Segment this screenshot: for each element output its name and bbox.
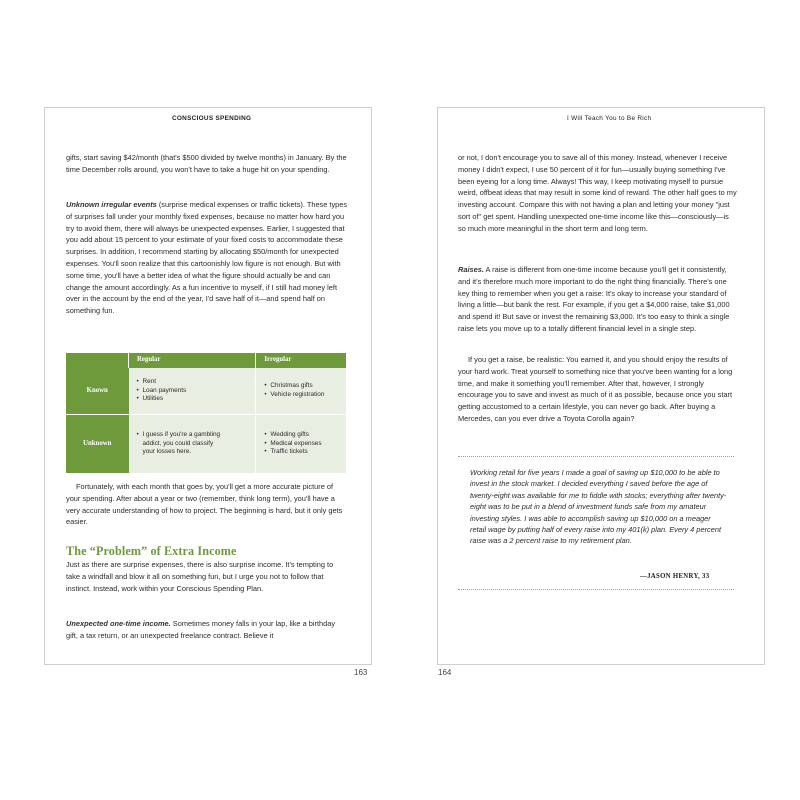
running-head-left: CONSCIOUS SPENDING — [172, 115, 252, 122]
running-head-right: I Will Teach You to Be Rich — [567, 115, 652, 122]
left-para-1: gifts, start saving $42/month (that's $500 divided by twelve months) in January. By the time December rolls around, you won't have to take a huge hit on your spending. — [66, 153, 347, 174]
left-para-3: Fortunately, with each month that goes by, you'll get a more accurate picture of your spending. After about a year or two (remember, think long term), you'll have a very accurate understanding of how to project. The beginning is hard, but it only gets easier. — [66, 482, 343, 527]
list-item: • Loan payments — [143, 387, 252, 396]
section-heading: The “Problem” of Extra Income — [66, 544, 237, 558]
run-in-heading: Unexpected one-time income. — [66, 619, 171, 628]
list-item: • Vehicle registration — [270, 391, 342, 400]
list-item: • Utilities — [143, 395, 252, 404]
cell-unknown-irregular — [256, 415, 346, 474]
row-header-unknown: Unknown — [66, 415, 129, 474]
list-item: • Rent — [143, 378, 252, 387]
right-para-3: If you get a raise, be realistic: You earned it, and you should enjoy the results of your hard work. Treat yourself to something nice that you've been wanting for a long time, and make it something you'll remember. After that, however, I strongly encourage you to save and invest as much of it as possible, because once you start getting accustomed to a certain lifestyle, you can never go back. After buying a Mercedes, can you ever drive a Toyota Corolla again? — [458, 355, 733, 423]
right-para-2: Raises. A raise is different from one-time income because you'll get it consistently, and it's therefore much more important to do the right thing financially. There's one key thing to remember when you get a raise: It's okay to increase your standard of living a little—but bank the rest. For example, if you get a $4,000 raise, take $1,000 and spend it! But save or invest the remaining $3,000. It's too easy to think a single raise lets you move up to a totally different financial level in a single step. — [458, 265, 730, 333]
quote-attribution: —JASON HENRY, 33 — [640, 573, 710, 580]
right-para-1: or not, I don't encourage you to save all of this money. Instead, whenever I receive money I didn't expect, I use 50 percent of it for fun—usually buying something I've been eyeing for a long time. Always! This way, I keep motivating myself to pursue weird, offbeat ideas that may result in some kind of reward. The other half goes to my investing account. Compare this with not having a plan and letting your money "just sort of" get spent. Handling unexpected one-time income like this—consciously—is so much more meaningful in the short term and long term. — [458, 153, 737, 233]
run-in-heading: Unknown irregular events — [66, 200, 157, 209]
run-in-heading: Raises. — [458, 265, 484, 274]
cell-unknown-regular — [129, 415, 256, 474]
list-item: • I guess if you're a gambling addict, you could classify your losses here. — [143, 431, 227, 457]
quote-rule-bottom — [458, 589, 734, 590]
list-item: • Traffic tickets — [270, 448, 342, 457]
quote-rule-top — [458, 456, 734, 457]
pull-quote: Working retail for five years I made a goal of saving up $10,000 to be able to invest in the stock market. I decided everything I saved before the age of twenty-eight was available for me to fiddle with stocks; everything after twenty-eight was to be put in a blend of investment funds safe from my amateur investing styles. I was able to accomplish saving up $10,000 on a meager retail wage by putting half of every raise into my 401(k) plan. Every 4 percent raise was a 2 percent raise to my retirement plan. — [470, 468, 727, 546]
list-item: • Medical expenses — [270, 440, 342, 449]
table-corner — [66, 353, 129, 368]
left-para-2: Unknown irregular events (surprise medical expenses or traffic tickets). These types of surprises fall under your monthly fixed expenses, because no matter how hard you try to avoid them, there will always be unexpected expenses. Earlier, I suggested that you add about 15 percent to your estimate of your fixed costs to accommodate these surprises. In addition, I recommend starting by allocating $50/month for unexpected expenses. You'll soon realize that this cartoonishly low figure is not enough. But with some time, you'll have a better idea of what the figure should actually be and can change the amount accordingly. As a fun incentive to myself, if I still had money left over in the account by the end of the year, I'd save half of it—and spend half on something fun. — [66, 200, 348, 316]
list-item: • Christmas gifts — [270, 382, 342, 391]
left-para-5: Unexpected one-time income. Sometimes money falls in your lap, like a birthday gift, a tax return, or an unexpected freelance contract. Believe it — [66, 619, 336, 640]
list-item: • Wedding gifts — [270, 431, 342, 440]
left-para-4: Just as there are surprise expenses, there is also surprise income. It's tempting to take a windfall and blow it all on something fun, but I urge you not to follow that instinct. Instead, work within your Conscious Spending Plan. — [66, 560, 334, 593]
col-header-irregular: Irregular — [256, 353, 346, 368]
cell-known-irregular — [256, 368, 346, 415]
page-number-right: 164 — [438, 668, 452, 677]
cell-known-regular — [129, 368, 256, 415]
expense-matrix-table — [66, 353, 346, 473]
col-header-regular: Regular — [129, 353, 256, 368]
page-number-left: 163 — [354, 668, 368, 677]
row-header-known: Known — [66, 368, 129, 415]
